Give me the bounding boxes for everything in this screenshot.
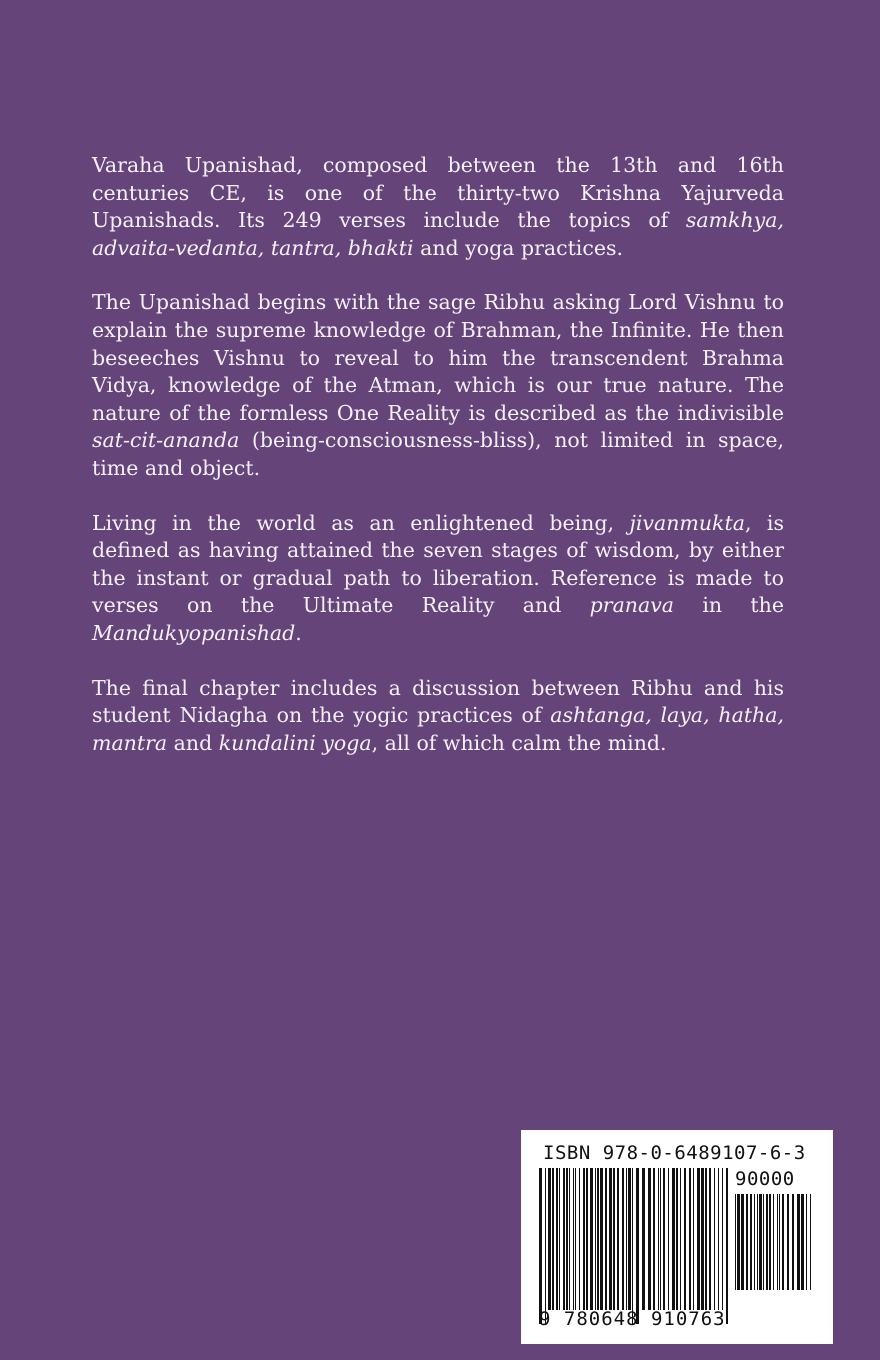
barcode-bar: [792, 1194, 794, 1290]
barcode-bar: [579, 1168, 580, 1310]
barcode-bar: [676, 1168, 678, 1310]
italic-term: kundalini yoga: [218, 730, 372, 755]
barcode-bar: [709, 1168, 711, 1310]
description-paragraph: [92, 152, 784, 262]
barcode-bar: [782, 1194, 784, 1290]
italic-term: jivanmukta: [629, 510, 745, 535]
barcode-bar: [600, 1168, 603, 1310]
barcode-bar: [750, 1194, 752, 1290]
barcode-bar: [722, 1168, 723, 1310]
barcode-bar: [563, 1168, 565, 1310]
barcode-bar: [597, 1168, 599, 1310]
barcode-bar: [801, 1194, 804, 1290]
text-run: Varaha Upanishad, composed between the 13th and 16th centuries CE, is one of the thirty-two Krishna Yajurveda Upanishads. Its 249 verses include the topics of: [92, 153, 784, 233]
barcode-bar: [718, 1168, 719, 1310]
barcode-bar: [663, 1168, 665, 1310]
text-run: in the: [674, 593, 785, 618]
text-run: The final chapter includes a discussion between Ribhu and his student Nidagha on the yogic practices of: [92, 675, 784, 728]
barcode-bar: [648, 1168, 651, 1310]
barcode-bar: [759, 1194, 762, 1290]
barcode-bar: [583, 1168, 585, 1310]
description-paragraph: [92, 675, 784, 758]
barcode-bar: [787, 1194, 789, 1290]
addon-bars: [735, 1194, 815, 1304]
italic-term: pranava: [589, 593, 675, 618]
barcode-bar: [757, 1194, 758, 1290]
barcode-bar: [548, 1168, 551, 1310]
italic-term: sat-cit-ananda: [92, 428, 240, 453]
barcode-bar: [622, 1168, 624, 1310]
barcode-bar: [701, 1168, 704, 1310]
barcode-bar: [653, 1168, 655, 1310]
barcode-bar: [613, 1168, 615, 1310]
barcode-bar: [636, 1168, 639, 1324]
barcode-bar: [617, 1168, 619, 1310]
barcode-bar: [741, 1194, 744, 1290]
barcode-bar: [769, 1194, 771, 1290]
barcode-bar: [693, 1168, 694, 1310]
barcode-bar: [559, 1168, 560, 1310]
barcode-bar: [575, 1168, 576, 1310]
barcode-bar: [797, 1194, 800, 1290]
barcode-bar: [609, 1168, 612, 1310]
barcode-bar: [697, 1168, 700, 1310]
barcode-bar: [754, 1194, 755, 1290]
barcode-bar: [628, 1168, 631, 1310]
barcode-bar: [539, 1168, 542, 1324]
barcode-bar: [595, 1168, 596, 1310]
barcode-bar: [658, 1168, 659, 1310]
barcode-bar: [632, 1168, 633, 1324]
text-run: .: [295, 620, 302, 645]
text-run: and yoga practices.: [413, 235, 624, 260]
ean13-bars: [539, 1168, 731, 1324]
barcode-bar: [705, 1168, 707, 1310]
barcode-bar: [735, 1194, 736, 1290]
description-paragraph: [92, 289, 784, 482]
barcode-bar: [680, 1168, 681, 1310]
barcode-bar: [545, 1168, 546, 1324]
barcode-bar: [672, 1168, 675, 1310]
barcode-bar: [642, 1168, 645, 1310]
barcode-bar: [552, 1168, 554, 1310]
text-run: The Upanishad begins with the sage Ribhu asking Lord Vishnu to explain the supreme knowledge of Brahman, the Infinite. He then beseeches Vishnu to reveal to him the transcendent Brahma Vidya, knowledge of the Atman, which is our true nature. The nature of the formless One Reality is described as the indivisible: [92, 290, 784, 425]
back-cover-description: [92, 152, 784, 757]
barcode-bar: [586, 1168, 588, 1310]
isbn-barcode: [521, 1130, 833, 1344]
italic-term: samkhya, advaita-vedanta, tantra, bhakti: [92, 208, 784, 260]
ean-number: 9 780648 910763: [539, 1308, 726, 1330]
barcode-bar: [714, 1168, 715, 1310]
text-run: and: [167, 730, 219, 755]
barcode-bar: [737, 1194, 740, 1290]
barcode-bar: [746, 1194, 748, 1290]
text-run: Living in the world as an enlightened being,: [92, 510, 630, 535]
barcode-bar: [566, 1168, 568, 1310]
italic-term: ashtanga, laya, hatha, mantra: [92, 703, 784, 755]
price-addon-label: 90000: [735, 1168, 795, 1190]
isbn-label: ISBN 978-0-6489107-6-3: [543, 1142, 806, 1164]
barcode-bar: [689, 1168, 691, 1310]
barcode-bar: [779, 1194, 780, 1290]
barcode-bar: [806, 1194, 807, 1290]
barcode-bar: [605, 1168, 607, 1310]
barcode-bar: [777, 1194, 778, 1290]
text-run: (being-consciousness-bliss), not limited in space, time and object.: [92, 428, 784, 480]
barcode-bar: [726, 1168, 728, 1324]
barcode-bar: [763, 1194, 764, 1290]
barcode-bar: [569, 1168, 570, 1310]
barcode-bar: [660, 1168, 661, 1310]
barcode-bar: [684, 1168, 686, 1310]
barcode-bar: [573, 1168, 574, 1310]
barcode-bar: [668, 1168, 669, 1310]
description-paragraph: [92, 510, 784, 648]
barcode-bar: [766, 1194, 768, 1290]
barcode-bar: [773, 1194, 774, 1290]
barcode-bar: [590, 1168, 593, 1310]
barcode-bar: [810, 1194, 811, 1290]
barcode-bar: [626, 1168, 627, 1310]
italic-term: Mandukyopanishad: [92, 620, 296, 645]
barcode-bar: [556, 1168, 558, 1310]
text-run: , is defined as having attained the seven stages of wisdom, by either the instant or gradual path to liberation. Reference is made to verses on the Ultimate Reality and: [92, 510, 784, 618]
text-run: , all of which calm the mind.: [371, 730, 667, 755]
